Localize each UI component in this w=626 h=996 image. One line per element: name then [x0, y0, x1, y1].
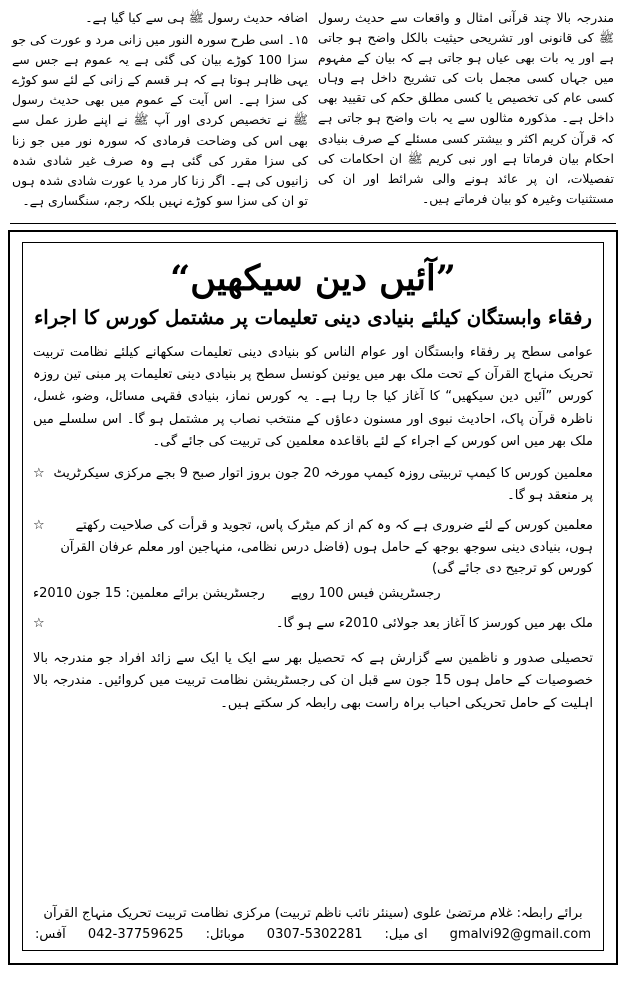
- list-item-text: ملک بھر میں کورسز کا آغاز بعد جولائی 2010ء سے ہو گا۔: [275, 616, 593, 632]
- advertisement-box: [8, 230, 618, 965]
- section-divider: [10, 223, 616, 224]
- contact-details-row: [33, 925, 593, 942]
- star-icon: ☆: [33, 518, 45, 534]
- email-label: ای میل:: [384, 926, 428, 942]
- list-item-text: معلمین کورس کے لئے ضروری ہے کہ وہ کم از کم میٹرک پاس، تجوید و قرأت کی صلاحیت رکھتے ہوں، بنیادی دینی سوجھ بوجھ کے حامل ہوں (فاضل درس نظامی، منہاجین اور معلم عرفان القرآن کورس کو ترجیح دی جائے گی): [60, 518, 593, 577]
- mobile-label: موبائل:: [205, 926, 245, 942]
- star-icon: ☆: [33, 466, 45, 482]
- article-column-left: [318, 8, 614, 213]
- ad-bullet-list: [33, 463, 593, 644]
- office-number: 042-37759625: [87, 926, 184, 942]
- list-item: [33, 613, 593, 635]
- advertisement-inner-border: [22, 242, 604, 951]
- email-value[interactable]: gmalvi92@gmail.com: [449, 926, 591, 942]
- office-label: آفس:: [35, 926, 66, 942]
- list-item: [33, 515, 593, 579]
- ad-closing-paragraph: تحصیلی صدور و ناظمین سے گزارش ہے کہ تحصیل بھر سے ایک یا ایک سے زائد افراد جو مندرجہ بالا خصوصیات کے حامل ہوں 15 جون سے قبل ان کی رجسٹریشن نظامت تربیت میں کروائیں۔ مندرجہ بالا اہلیت کے حامل تحریکی احباب براہ راست بھی رابطہ کر سکتے ہیں۔: [33, 651, 593, 711]
- registration-fee: رجسٹریشن فیس 100 روپے: [290, 586, 441, 602]
- list-item: [33, 463, 593, 506]
- top-article: [8, 6, 618, 219]
- ad-subtitle: رفقاء وابستگان کیلئے بنیادی دینی تعلیمات پر مشتمل کورس کا اجراء: [34, 306, 592, 330]
- star-icon: ☆: [33, 616, 45, 632]
- list-item-text: معلمین کورس کا کیمپ تربیتی روزہ کیمپ مورخہ 20 جون بروز اتوار صبح 9 بجے مرکزی سیکرٹریٹ پر منعقد ہو گا۔: [53, 466, 593, 503]
- article-paragraph: مندرجہ بالا چند قرآنی امثال و واقعات سے حدیث رسول ﷺ کی قانونی اور تشریحی حیثیت بالکل واضح ہو جاتی ہے اور یہ بات بھی عیاں ہو جاتی ہے کہ بیان کے مفہوم میں جہاں کسی مجمل بات کی تشریح داخل ہے وہاں کسی عام کی تخصیص یا کسی مطلق حکم کی تقیید بھی داخل ہے۔ مذکورہ مثالوں سے یہ بات واضح ہو جاتی ہے کہ قرآن کریم اکثر و بیشتر کسی مسئلے کے صرف بنیادی احکام بیان فرماتا ہے اور نبی کریم ﷺ ان احکامات کی تفصیلات، ان پر عائد ہونے والی شرائط اور ان کی مستثنیات وغیرہ کو بیان فرماتے ہیں۔: [318, 10, 614, 206]
- registration-date: رجسٹریشن برائے معلمین: 15 جون 2010ء: [33, 586, 265, 602]
- mobile-number: 0307-5302281: [266, 926, 363, 942]
- article-paragraph: ۱۵۔ اسی طرح سورہ النور میں زانی مرد و عورت کی جو سزا 100 کوڑے بیان کی گئی ہے یہ عموم ہے جس سے یہی ظاہر ہوتا ہے کہ ہر قسم کے زانی کے لئے سو کوڑے کی سزا ہے۔ اس آیت کے عموم میں بھی حدیث رسول ﷺ نے تخصیص کردی اور آپ ﷺ نے اپنے طرز عمل سے بھی اس کی وضاحت فرمادی کہ سورہ نور میں جو زنا کی سزا مقرر کی گئی ہے وہ صرف غیر شادی شدہ زانیوں کی ہے۔ اگر زنا کار مرد یا عورت شادی شدہ ہوں تو ان کی سزا سو کوڑے نہیں بلکہ رجم، سنگساری ہے۔: [12, 32, 308, 208]
- registration-details: [33, 584, 567, 605]
- article-column-right: [12, 8, 308, 213]
- ad-title: ”آئیں دین سیکھیں“: [170, 257, 456, 299]
- contact-person-line: برائے رابطہ: غلام مرتضیٰ علوی (سینئر نائب ناظم تربیت) مرکزی نظامت تربیت تحریک منہاج القرآن: [43, 905, 583, 921]
- article-paragraph: اضافہ حدیث رسول ﷺ ہی سے کیا گیا ہے۔: [85, 10, 308, 25]
- ad-intro-paragraph: عوامی سطح پر رفقاء وابستگان اور عوام الناس کو بنیادی دینی تعلیمات سکھانے کیلئے نظامت تربیت تحریک منہاج القرآن کے تحت ملک بھر میں یونین کونسل سطح پر بنیادی دینی تعلیمات پر مبنی تین روزہ کورس ”آئیں دین سیکھیں“ کا آغاز کیا جا رہا ہے۔ یہ کورس نماز، بنیادی فقہی مسائل، وضو، غسل، ناظرہ قرآن پاک، احادیث نبوی اور مسنون دعاؤں کے منتخب نصاب پر مشتمل ہو گا۔ اس سلسلے میں ملک بھر میں اس کورس کے اجراء کے لئے باقاعدہ معلمین کی تربیت کی جائے گی۔: [33, 344, 593, 449]
